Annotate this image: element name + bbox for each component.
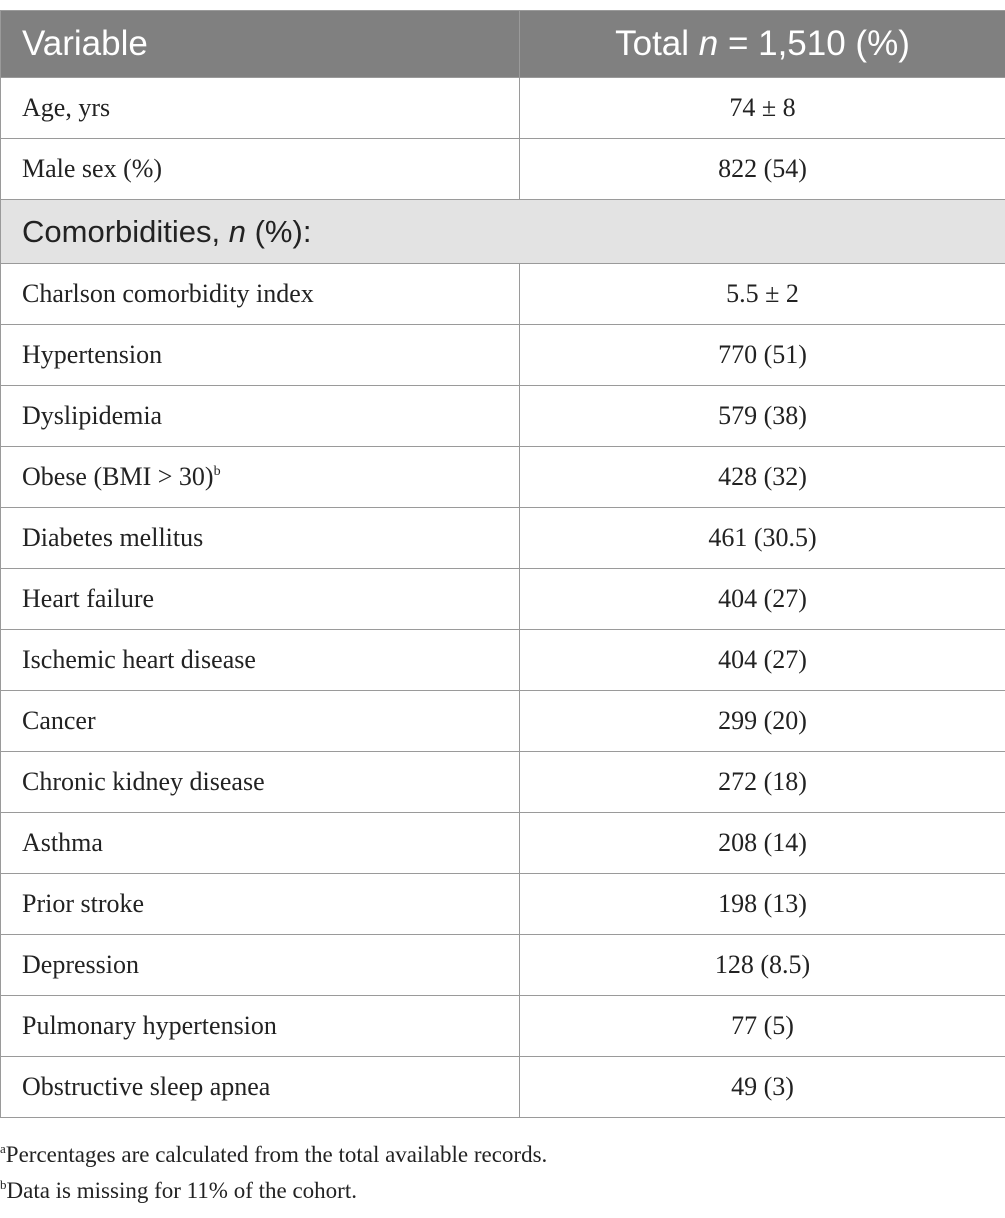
row-label-obese [1,447,520,508]
row-label: Obstructive sleep apnea [1,1057,520,1118]
comorbidity-table [0,10,1005,1118]
footnote-mark-b: b [213,464,221,479]
table-row [1,630,1005,691]
footnote-a [0,1137,1005,1173]
footnote-b [0,1173,1005,1209]
table-row [1,78,1005,139]
row-value: 461 (30.5) [520,508,1005,569]
table-row [1,139,1005,200]
section-header-comorbidities [1,200,1005,264]
table-row [1,1057,1005,1118]
table-footnotes [0,1137,1005,1209]
row-value: 208 (14) [520,813,1005,874]
table-row [1,691,1005,752]
table-row [1,874,1005,935]
table-header-row [1,11,1005,78]
row-value: 5.5 ± 2 [520,264,1005,325]
table-row [1,935,1005,996]
row-label: Chronic kidney disease [1,752,520,813]
row-label-text: Obese (BMI > 30) [22,462,214,491]
row-value: 74 ± 8 [520,78,1005,139]
footnote-mark: a [0,1141,6,1156]
row-label: Depression [1,935,520,996]
row-value: 428 (32) [520,447,1005,508]
row-label: Heart failure [1,569,520,630]
row-label: Prior stroke [1,874,520,935]
row-value: 198 (13) [520,874,1005,935]
table-row [1,813,1005,874]
table-row [1,264,1005,325]
table-row [1,996,1005,1057]
footnote-text: Percentages are calculated from the total available records. [5,1142,548,1167]
table-row [1,447,1005,508]
table-row [1,569,1005,630]
header-variable: Variable [1,11,520,78]
row-value: 128 (8.5) [520,935,1005,996]
table-row [1,386,1005,447]
header-total [520,11,1005,78]
row-label: Charlson comorbidity index [1,264,520,325]
row-value: 272 (18) [520,752,1005,813]
row-value: 77 (5) [520,996,1005,1057]
row-label: Male sex (%) [1,139,520,200]
table-row [1,508,1005,569]
row-label: Dyslipidemia [1,386,520,447]
row-label: Hypertension [1,325,520,386]
row-value: 822 (54) [520,139,1005,200]
row-value: 404 (27) [520,630,1005,691]
header-total-n: n [698,24,719,63]
row-value: 49 (3) [520,1057,1005,1118]
footnote-mark: b [0,1177,7,1192]
section-n: n [228,213,246,249]
footnote-text: Data is missing for 11% of the cohort. [6,1178,357,1203]
row-value: 579 (38) [520,386,1005,447]
header-total-suffix: = 1,510 (%) [718,24,910,63]
row-label: Diabetes mellitus [1,508,520,569]
table-row [1,325,1005,386]
section-prefix: Comorbidities, [22,213,229,249]
section-suffix: (%): [246,213,312,249]
row-label: Asthma [1,813,520,874]
row-label: Pulmonary hypertension [1,996,520,1057]
row-label: Cancer [1,691,520,752]
comorbidity-table-container [0,10,1005,1118]
row-label: Age, yrs [1,78,520,139]
row-value: 299 (20) [520,691,1005,752]
section-header-row [1,200,1005,264]
header-total-prefix: Total [615,24,699,63]
row-value: 770 (51) [520,325,1005,386]
row-label: Ischemic heart disease [1,630,520,691]
row-value: 404 (27) [520,569,1005,630]
table-row [1,752,1005,813]
